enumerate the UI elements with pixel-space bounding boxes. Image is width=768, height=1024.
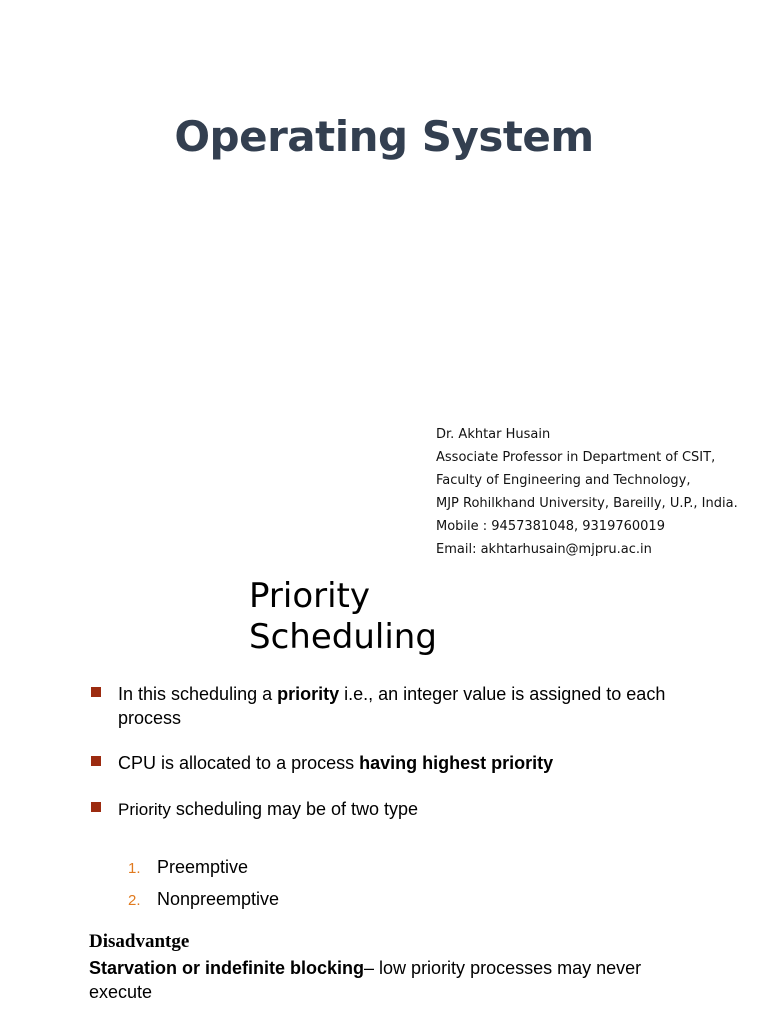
list-number: 2. bbox=[128, 892, 141, 909]
square-bullet-icon bbox=[91, 687, 101, 697]
disadvantage-heading: Disadvantge bbox=[89, 931, 190, 952]
bullet-text: i.e., an integer value is assigned to each process bbox=[118, 684, 666, 728]
list-item-label: Preemptive bbox=[157, 857, 249, 877]
section-title-line1: Priority bbox=[249, 576, 371, 616]
bullet-item bbox=[90, 751, 690, 775]
disadvantage-text bbox=[89, 956, 649, 1004]
author-position: Associate Professor in Department of CSIT, bbox=[436, 450, 716, 465]
author-university: MJP Rohilkhand University, Bareilly, U.P., India. bbox=[436, 496, 738, 511]
author-email: Email: akhtarhusain@mjpru.ac.in bbox=[436, 542, 652, 557]
bullet-text: CPU is allocated to a process bbox=[118, 753, 360, 773]
author-name: Dr. Akhtar Husain bbox=[436, 427, 551, 442]
bullet-text: Priority bbox=[118, 800, 171, 819]
slide-title: Operating System bbox=[174, 112, 594, 161]
bullet-item bbox=[90, 682, 690, 730]
bullet-text: In this scheduling a bbox=[118, 684, 278, 704]
disadvantage-bold: Starvation or indefinite blocking bbox=[89, 958, 365, 978]
list-number: 1. bbox=[128, 860, 141, 877]
bullet-text: scheduling may be of two type bbox=[170, 799, 419, 819]
square-bullet-icon bbox=[91, 802, 101, 812]
list-item-label: Nonpreemptive bbox=[157, 889, 280, 909]
bullet-item bbox=[90, 797, 690, 822]
author-info bbox=[436, 423, 738, 561]
author-mobile: Mobile : 9457381048, 9319760019 bbox=[436, 519, 665, 534]
section-title-line2: Scheduling bbox=[249, 617, 437, 657]
section-title bbox=[249, 576, 437, 658]
list-item bbox=[128, 852, 279, 884]
author-faculty: Faculty of Engineering and Technology, bbox=[436, 473, 691, 488]
bullet-list bbox=[90, 682, 690, 843]
square-bullet-icon bbox=[91, 756, 101, 766]
disadvantage-rest: – low priority processes may never execute bbox=[89, 958, 642, 1002]
scheduling-types-list bbox=[128, 852, 279, 916]
bullet-bold: priority bbox=[277, 684, 340, 704]
bullet-bold: having highest priority bbox=[359, 753, 554, 773]
list-item bbox=[128, 884, 279, 916]
